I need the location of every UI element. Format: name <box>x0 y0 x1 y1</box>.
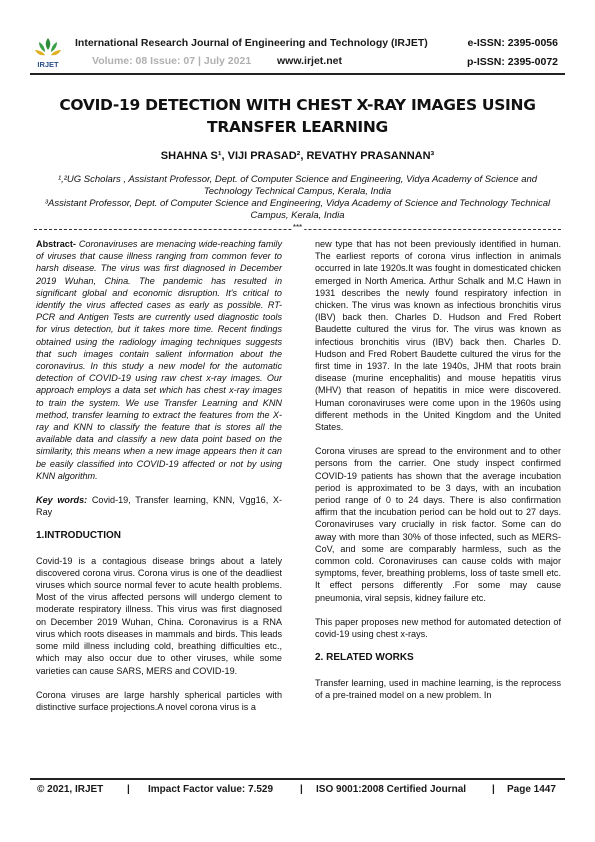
volume-issue: Volume: 08 Issue: 07 | July 2021 <box>92 55 252 67</box>
e-issn: e-ISSN: 2395-0056 <box>467 37 558 49</box>
abstract-label: Abstract- <box>36 239 76 249</box>
footer-copyright: © 2021, IRJET <box>37 784 104 795</box>
footer-iso: ISO 9001:2008 Certified Journal <box>316 784 467 795</box>
abstract-text: Coronaviruses are menacing wide-reaching family of viruses that cause illness ranging from common fever to harsh disease. The virus was first diagnosed in December 2019 Wuhan, China. The pandemic has resulted in significant global and economic disruption. It's critical to identify the virus affected cases as early as possible. RT-PCR and Antigen Tests are currently used diagnostic tools for virus detection, but it takes more time. Recent findings obtained using the radiology imaging techniques suggests that such images contain salient information about the coronavirus. In this study a new model for the automatic detection of COVID-19 using raw chest x-ray images. Our approach employs a data set which has chest x-ray images to train the system. We use Transfer Learning and KNN method, transfer learning to extract the features from the X-ray and KNN to classify the feature that is stores all the available data and classify a new data point based on the similarity, this means when a new image appears then it can be easily classified into COVID-19 affected or not by using KNN algorithm. <box>36 239 282 481</box>
journal-website[interactable]: www.irjet.net <box>277 55 342 67</box>
affiliation-2: ³Assistant Professor, Dept. of Computer Science and Engineering, Vidya Academy of Science and Technology Technical Campus, Kerala, India <box>44 198 551 221</box>
right-column <box>315 238 561 713</box>
footer-page-number: Page 1447 <box>507 784 556 795</box>
paper-authors: SHAHNA S¹, VIJI PRASAD², REVATHY PRASANNAN³ <box>160 150 435 162</box>
affiliation-1: ¹,²UG Scholars , Assistant Professor, Dept. of Computer Science and Engineering, Vidya Academy of Science and Technology Technical Campus, Kerala, India <box>57 174 538 197</box>
related-paragraph-1: Transfer learning, used in machine learning, is the reprocess of a pre-trained model on a new problem. In <box>315 677 561 700</box>
intro-paragraph-1: Covid-19 is a contagious disease brings about a lately discovered corona virus. Corona virus is one of the deadliest viruses which source normal fever to acute health problems. Most of the virus affected persons will undergo clement to moderate respiratory illness. This virus was first diagnosed on December 2019 Wuhan, China. Coronavirus is a RNA virus which roots diseases in mammals and birds. This leads some mild illness including cold, breathing difficulties etc., which may also occur due to other viruses, while some varieties can cause SARS, MERS and COVID-19. <box>36 555 282 676</box>
intro-heading: 1.INTRODUCTION <box>36 530 121 542</box>
footer-divider-3: | <box>492 784 495 795</box>
section-separator <box>34 223 561 232</box>
footer-divider-1: | <box>127 784 130 795</box>
left-column <box>36 238 282 725</box>
right-paragraph-2: Corona viruses are spread to the environment and to other persons from the carrier. One study inspect confirmed COVID-19 patients has shown that the average incubation period is approximated to be 3 days, with an incubation period range of 0 to 24 days. There is also confirmation affirm that the incubation period can be hold out to 27 days. Coronaviruses vary crucially in risk factor. Some can do away with more than 30% of those infected, such as MERS-CoV, and some are comparably harmless, such as the common cold. Coronaviruses can cause colds with major symptoms, fever, breathing problems, loss of taste smell etc. It effect persons differently .For some may cause pneumonia, viral sepsis, kidney failure etc. <box>315 446 561 603</box>
separator-stars: *** <box>292 223 303 232</box>
journal-name: International Research Journal of Engineering and Technology (IRJET) <box>75 37 428 49</box>
abstract <box>36 238 282 482</box>
intro-paragraph-2: Corona viruses are large harshly spherical particles with distinctive surface projections.A novel corona virus is a <box>36 689 282 712</box>
paper-title: COVID-19 DETECTION WITH CHEST X-RAY IMAGES USING TRANSFER LEARNING <box>59 96 536 136</box>
right-paragraph-1: new type that has not been previously identified in human. The earliest reports of corona virus inflection in animals occurred in late 1920s.It was fought in domesticated chicken emerged in North America. Arthur Schalk and M.C Hawn in 1931 describes the newly found respiratory infection in chicken. The virus was known as infectious bronchitis virus (IBV) back then. Charles D. Hudson and Fred Robert Baudette cultured the virus for. The virus was known as infectious bronchitis virus (IBV) back then. Charles D. Hudson and Fred Robert Baudette cultured the virus for the first time in 1937. In the late 1940s, JHM that roots brain disease (murine encephalitis) and mouse hepatitis virus (MHV) that reason of hepatitis in mice were discovered. Human coronaviruses were come upon in the 1960s using different methods in the United Kingdom and the United States. <box>315 239 561 433</box>
footer-impact-factor: Impact Factor value: 7.529 <box>148 784 274 795</box>
header-rule <box>30 73 565 75</box>
related-heading: 2. RELATED WORKS <box>315 652 414 664</box>
keywords <box>36 494 282 518</box>
footer-rule <box>30 778 565 780</box>
footer-divider-2: | <box>300 784 303 795</box>
page-header <box>0 0 595 80</box>
keywords-label: Key words: <box>36 495 88 506</box>
p-issn: p-ISSN: 2395-0072 <box>466 56 558 68</box>
irjet-logo <box>33 36 63 70</box>
right-paragraph-3: This paper proposes new method for automated detection of covid-19 using chest x-rays. <box>315 616 561 640</box>
logo-text: IRJET <box>37 60 59 69</box>
keywords-text: Covid-19, Transfer learning, KNN, Vgg16, X-Ray <box>36 495 282 518</box>
